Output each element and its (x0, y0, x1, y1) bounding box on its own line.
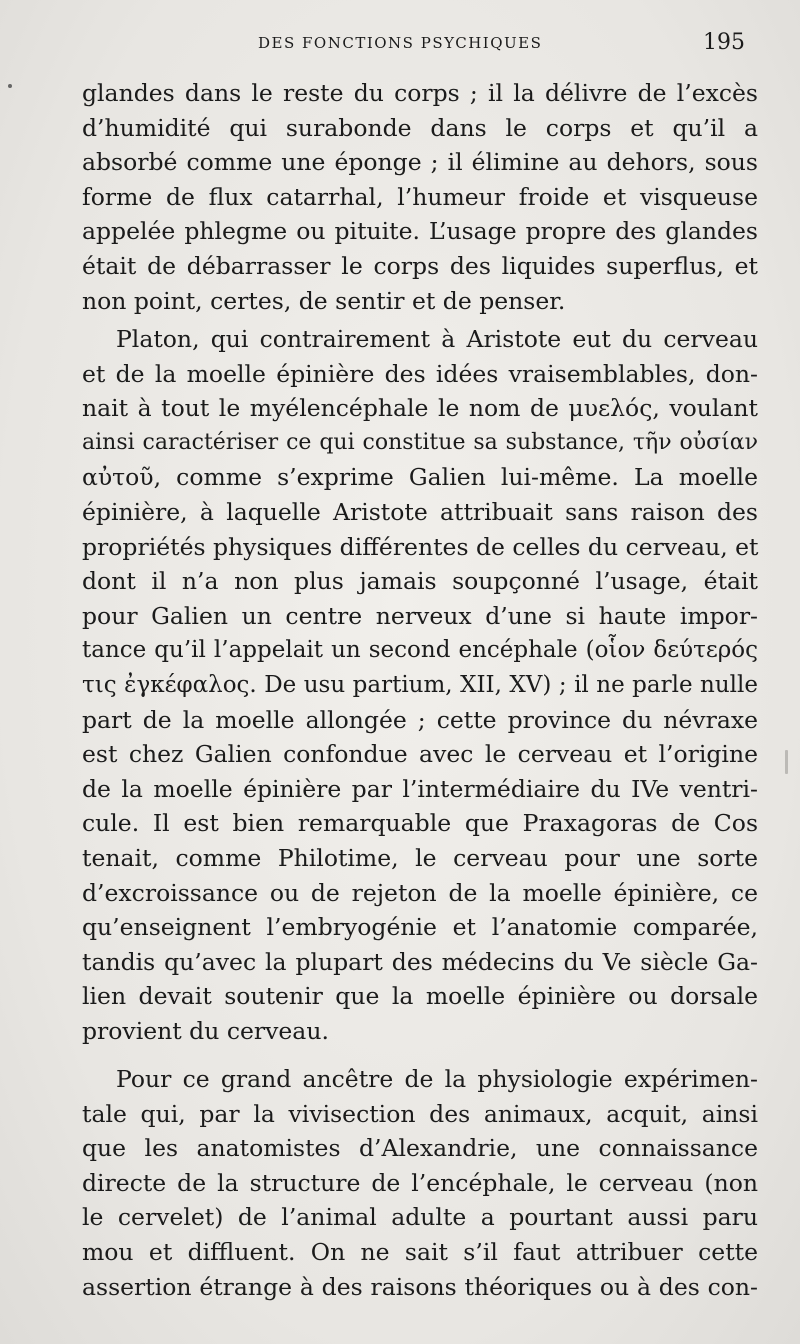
text-line: lien devait soutenir que la moelle épinière ou dorsale (82, 982, 758, 1011)
margin-smudge (785, 750, 788, 774)
text-line: ainsi caractériser ce qui constitue sa substance, τῆν οὐσίαν (82, 429, 758, 455)
text-line: tenait, comme Philotime, le cerveau pour une sorte (82, 843, 758, 872)
text-line: directe de la structure de l’encéphale, le cerveau (non (82, 1168, 758, 1197)
text-line: forme de flux catarrhal, l’humeur froide et visqueuse (82, 182, 758, 211)
text-line: Platon, qui contrairement à Aristote eut du cerveau (116, 325, 758, 353)
text-line: tance qu’il l’appelait un second encéphale (οἷον δεύτερός (82, 637, 758, 664)
text-line: épinière, à laquelle Aristote attribuait sans raison des (82, 497, 758, 526)
text-line: αὐτοῦ, comme s’exprime Galien lui-même. La moelle (82, 463, 758, 492)
text-line: tale qui, par la vivisection des animaux, acquit, ainsi (82, 1099, 758, 1128)
text-line: qu’enseignent l’embryogénie et l’anatomie comparée, (82, 913, 758, 942)
text-line: nait à tout le myélencéphale le nom de μυελός, voulant (82, 394, 758, 423)
text-line: provient du cerveau. (82, 1016, 329, 1045)
text-line: mou et diffluent. On ne sait s’il faut attribuer cette (82, 1237, 758, 1266)
text-line: part de la moelle allongée ; cette province du névraxe (82, 705, 758, 734)
text-line: est chez Galien confondue avec le cerveau et l’origine (82, 740, 758, 769)
text-line: cule. Il est bien remarquable que Praxagoras de Cos (82, 809, 758, 838)
text-line: absorbé comme une éponge ; il élimine au dehors, sous (82, 148, 758, 177)
text-line: dont il n’a non plus jamais soupçonné l’usage, était (82, 567, 758, 596)
text-line: glandes dans le reste du corps ; il la délivre de l’excès (82, 79, 758, 107)
ink-speck (8, 84, 12, 88)
page-number: 195 (703, 30, 745, 55)
text-line: de la moelle épinière par l’intermédiaire du IVe ventri- (82, 774, 758, 803)
text-line: le cervelet) de l’animal adulte a pourtant aussi paru (82, 1203, 758, 1232)
text-line: non point, certes, de sentir et de penser. (82, 286, 566, 315)
paragraph-3 (82, 1062, 758, 1304)
text-line: que les anatomistes d’Alexandrie, une connaissance (82, 1134, 758, 1163)
text-line: τις ἐγκέφαλος. De usu partium, XII, XV) ; il ne parle nulle (82, 671, 758, 698)
text-line: assertion étrange à des raisons théoriques ou à des con- (82, 1272, 758, 1301)
text-line: d’excroissance ou de rejeton de la moelle épinière, ce (82, 878, 758, 907)
text-line: d’humidité qui surabonde dans le corps et qu’il a (82, 113, 758, 142)
text-line: tandis qu’avec la plupart des médecins du Ve siècle Ga- (82, 947, 758, 976)
paragraph-2 (82, 322, 758, 1048)
paragraph-1 (82, 76, 758, 318)
text-line: Pour ce grand ancêtre de la physiologie expérimen- (116, 1065, 758, 1093)
text-line: propriétés physiques différentes de celles du cerveau, et (82, 532, 759, 561)
text-line: pour Galien un centre nerveux d’une si haute impor- (82, 601, 758, 630)
text-line: et de la moelle épinière des idées vraisemblables, don- (82, 359, 758, 388)
text-line: était de débarrasser le corps des liquides superflus, et (82, 251, 758, 280)
running-title: DES FONCTIONS PSYCHIQUES (258, 34, 543, 52)
text-line: appelée phlegme ou pituite. L’usage propre des glandes (82, 217, 758, 246)
